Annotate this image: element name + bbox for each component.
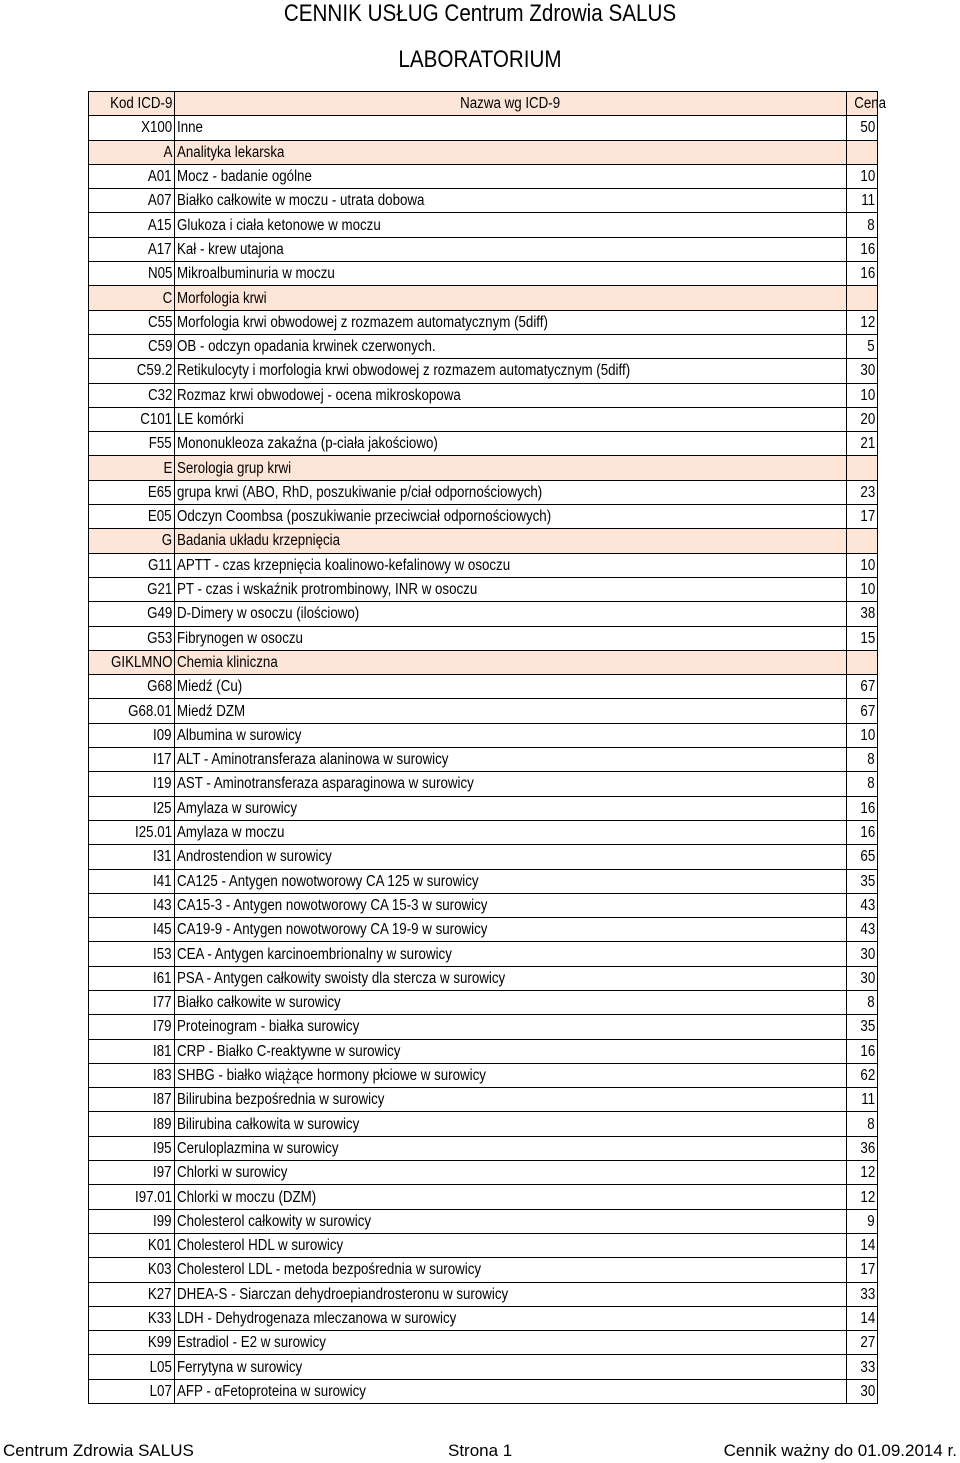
row-code: I17 — [89, 748, 175, 772]
row-price — [847, 529, 878, 553]
row-name: Morfologia krwi obwodowej z rozmazem automatycznym (5diff) — [175, 310, 847, 334]
row-price: 11 — [847, 1088, 878, 1112]
table-row — [89, 1015, 878, 1039]
row-code: I77 — [89, 990, 175, 1014]
row-price: 50 — [847, 116, 878, 140]
row-code: G11 — [89, 553, 175, 577]
row-name: LDH - Dehydrogenaza mleczanowa w surowicy — [175, 1306, 847, 1330]
row-name: ALT - Aminotransferaza alaninowa w surowicy — [175, 748, 847, 772]
row-code: L05 — [89, 1355, 175, 1379]
footer-clinic: Centrum Zdrowia SALUS — [3, 1441, 194, 1460]
row-price: 8 — [847, 213, 878, 237]
row-name: Amylaza w moczu — [175, 820, 847, 844]
row-code: I87 — [89, 1088, 175, 1112]
row-code: C55 — [89, 310, 175, 334]
table-row — [89, 505, 878, 529]
row-name: Cholesterol całkowity w surowicy — [175, 1209, 847, 1233]
row-name: APTT - czas krzepnięcia koalinowo-kefalinowy w osoczu — [175, 553, 847, 577]
row-code: A17 — [89, 237, 175, 261]
table-row — [89, 262, 878, 286]
row-price: 43 — [847, 918, 878, 942]
row-name: Mikroalbuminuria w moczu — [175, 262, 847, 286]
header-price: Cena — [847, 92, 878, 116]
row-price: 67 — [847, 675, 878, 699]
row-name: Albumina w surowicy — [175, 723, 847, 747]
table-row — [89, 1185, 878, 1209]
row-name: CEA - Antygen karcinoembrionalny w surowicy — [175, 942, 847, 966]
row-price: 5 — [847, 334, 878, 358]
row-price: 65 — [847, 845, 878, 869]
footer-validity: Cennik ważny do 01.09.2014 r. — [723, 1441, 957, 1460]
row-name: Chemia kliniczna — [175, 650, 847, 674]
row-code: E05 — [89, 505, 175, 529]
row-name: CA125 - Antygen nowotworowy CA 125 w surowicy — [175, 869, 847, 893]
row-code: L07 — [89, 1379, 175, 1403]
table-row — [89, 1331, 878, 1355]
row-name: Estradiol - E2 w surowicy — [175, 1331, 847, 1355]
table-row — [89, 1306, 878, 1330]
row-code: K99 — [89, 1331, 175, 1355]
row-price: 67 — [847, 699, 878, 723]
row-name: Miedź (Cu) — [175, 675, 847, 699]
row-price: 30 — [847, 966, 878, 990]
row-code: I43 — [89, 893, 175, 917]
row-name: LE komórki — [175, 407, 847, 431]
row-name: Cholesterol HDL w surowicy — [175, 1233, 847, 1257]
row-name: CA19-9 - Antygen nowotworowy CA 19-9 w surowicy — [175, 918, 847, 942]
row-price: 12 — [847, 1161, 878, 1185]
footer-page: Strona 1 — [448, 1441, 513, 1460]
row-code: G — [89, 529, 175, 553]
row-name: OB - odczyn opadania krwinek czerwonych. — [175, 334, 847, 358]
table-row — [89, 990, 878, 1014]
table-row — [89, 237, 878, 261]
row-code: C101 — [89, 407, 175, 431]
row-code: I79 — [89, 1015, 175, 1039]
row-name: Chlorki w surowicy — [175, 1161, 847, 1185]
row-price: 12 — [847, 1185, 878, 1209]
row-price: 10 — [847, 164, 878, 188]
table-row — [89, 796, 878, 820]
row-price: 9 — [847, 1209, 878, 1233]
row-code: C59.2 — [89, 359, 175, 383]
price-table — [88, 91, 887, 1404]
row-price: 43 — [847, 893, 878, 917]
page-title: CENNIK USŁUG Centrum Zdrowia SALUS — [283, 0, 677, 27]
table-row — [89, 942, 878, 966]
row-name: Fibrynogen w osoczu — [175, 626, 847, 650]
row-code: I41 — [89, 869, 175, 893]
row-price: 35 — [847, 869, 878, 893]
row-name: Mocz - badanie ogólne — [175, 164, 847, 188]
row-name: SHBG - białko wiążące hormony płciowe w surowicy — [175, 1063, 847, 1087]
row-price: 14 — [847, 1306, 878, 1330]
row-code: I97 — [89, 1161, 175, 1185]
row-price: 20 — [847, 407, 878, 431]
table-row — [89, 480, 878, 504]
table-header-row — [89, 92, 878, 116]
table-row — [89, 407, 878, 431]
row-code: C32 — [89, 383, 175, 407]
row-price: 62 — [847, 1063, 878, 1087]
row-price — [847, 286, 878, 310]
table-row — [89, 1161, 878, 1185]
row-code: K01 — [89, 1233, 175, 1257]
table-row — [89, 675, 878, 699]
row-code: GIKLMNO — [89, 650, 175, 674]
row-price — [847, 456, 878, 480]
row-name: Mononukleoza zakaźna (p-ciała jakościowo) — [175, 432, 847, 456]
row-code: I45 — [89, 918, 175, 942]
row-price: 10 — [847, 723, 878, 747]
row-price: 10 — [847, 383, 878, 407]
table-row — [89, 383, 878, 407]
row-name: Cholesterol LDL - metoda bezpośrednia w surowicy — [175, 1258, 847, 1282]
row-code: I09 — [89, 723, 175, 747]
row-code: I61 — [89, 966, 175, 990]
row-name: Odczyn Coombsa (poszukiwanie przeciwciał odpornościowych) — [175, 505, 847, 529]
row-code: I83 — [89, 1063, 175, 1087]
row-name: Badania układu krzepnięcia — [175, 529, 847, 553]
row-name: Glukoza i ciała ketonowe w moczu — [175, 213, 847, 237]
row-code: I81 — [89, 1039, 175, 1063]
category-row — [89, 650, 878, 674]
row-price: 16 — [847, 820, 878, 844]
row-price: 36 — [847, 1136, 878, 1160]
table-row — [89, 1112, 878, 1136]
table-row — [89, 699, 878, 723]
table-row — [89, 845, 878, 869]
row-name: D-Dimery w osoczu (ilościowo) — [175, 602, 847, 626]
row-price: 23 — [847, 480, 878, 504]
row-price: 16 — [847, 796, 878, 820]
row-name: Bilirubina bezpośrednia w surowicy — [175, 1088, 847, 1112]
table-row — [89, 1209, 878, 1233]
row-price: 8 — [847, 1112, 878, 1136]
row-name: Amylaza w surowicy — [175, 796, 847, 820]
row-name: AST - Aminotransferaza asparaginowa w surowicy — [175, 772, 847, 796]
table-row — [89, 602, 878, 626]
row-code: F55 — [89, 432, 175, 456]
row-price: 8 — [847, 990, 878, 1014]
table-row — [89, 1258, 878, 1282]
category-row — [89, 140, 878, 164]
table-row — [89, 772, 878, 796]
row-name: Białko całkowite w moczu - utrata dobowa — [175, 189, 847, 213]
table-row — [89, 918, 878, 942]
table-row — [89, 1039, 878, 1063]
row-price: 27 — [847, 1331, 878, 1355]
table-row — [89, 189, 878, 213]
row-price: 17 — [847, 1258, 878, 1282]
table-row — [89, 553, 878, 577]
row-price: 21 — [847, 432, 878, 456]
table-row — [89, 1088, 878, 1112]
table-row — [89, 723, 878, 747]
header-name: Nazwa wg ICD-9 — [175, 92, 847, 116]
row-price: 16 — [847, 262, 878, 286]
row-code: K03 — [89, 1258, 175, 1282]
table-row — [89, 577, 878, 601]
row-price: 30 — [847, 359, 878, 383]
row-code: X100 — [89, 116, 175, 140]
row-name: DHEA-S - Siarczan dehydroepiandrosteronu w surowicy — [175, 1282, 847, 1306]
row-name: Kał - krew utajona — [175, 237, 847, 261]
row-code: A — [89, 140, 175, 164]
table-row — [89, 334, 878, 358]
row-name: Analityka lekarska — [175, 140, 847, 164]
row-price: 11 — [847, 189, 878, 213]
row-price: 15 — [847, 626, 878, 650]
row-code: G68.01 — [89, 699, 175, 723]
table-row — [89, 164, 878, 188]
row-price: 38 — [847, 602, 878, 626]
row-name: Rozmaz krwi obwodowej - ocena mikroskopowa — [175, 383, 847, 407]
row-code: K33 — [89, 1306, 175, 1330]
table-row — [89, 432, 878, 456]
row-name: Białko całkowite w surowicy — [175, 990, 847, 1014]
row-code: N05 — [89, 262, 175, 286]
row-code: I25 — [89, 796, 175, 820]
row-price: 30 — [847, 1379, 878, 1403]
row-code: A01 — [89, 164, 175, 188]
row-price: 16 — [847, 237, 878, 261]
row-name: AFP - αFetoproteina w surowicy — [175, 1379, 847, 1403]
row-price: 10 — [847, 553, 878, 577]
row-code: E65 — [89, 480, 175, 504]
table-row — [89, 213, 878, 237]
row-name: CA15-3 - Antygen nowotworowy CA 15-3 w surowicy — [175, 893, 847, 917]
row-code: I25.01 — [89, 820, 175, 844]
row-price: 33 — [847, 1282, 878, 1306]
row-price: 14 — [847, 1233, 878, 1257]
row-name: Miedź DZM — [175, 699, 847, 723]
row-price: 35 — [847, 1015, 878, 1039]
table-row — [89, 748, 878, 772]
table-row — [89, 1136, 878, 1160]
row-name: Inne — [175, 116, 847, 140]
row-price: 16 — [847, 1039, 878, 1063]
row-price: 8 — [847, 772, 878, 796]
category-row — [89, 286, 878, 310]
row-code: A15 — [89, 213, 175, 237]
row-price — [847, 650, 878, 674]
row-code: C — [89, 286, 175, 310]
row-name: Serologia grup krwi — [175, 456, 847, 480]
table-row — [89, 1355, 878, 1379]
category-row — [89, 529, 878, 553]
category-row — [89, 456, 878, 480]
row-name: Androstendion w surowicy — [175, 845, 847, 869]
row-name: Morfologia krwi — [175, 286, 847, 310]
table-row — [89, 1063, 878, 1087]
row-name: Ceruloplazmina w surowicy — [175, 1136, 847, 1160]
row-code: I89 — [89, 1112, 175, 1136]
table-row — [89, 626, 878, 650]
table-row — [89, 359, 878, 383]
row-price: 17 — [847, 505, 878, 529]
row-price: 8 — [847, 748, 878, 772]
row-code: I99 — [89, 1209, 175, 1233]
row-name: PT - czas i wskaźnik protrombinowy, INR w osoczu — [175, 577, 847, 601]
table-row — [89, 1379, 878, 1403]
row-price: 12 — [847, 310, 878, 334]
row-code: K27 — [89, 1282, 175, 1306]
row-name: Ferrytyna w surowicy — [175, 1355, 847, 1379]
table-row — [89, 310, 878, 334]
row-name: CRP - Białko C-reaktywne w surowicy — [175, 1039, 847, 1063]
row-code: G49 — [89, 602, 175, 626]
table-row — [89, 869, 878, 893]
row-code: I31 — [89, 845, 175, 869]
table-row — [89, 1233, 878, 1257]
row-code: C59 — [89, 334, 175, 358]
row-code: I97.01 — [89, 1185, 175, 1209]
table-row — [89, 116, 878, 140]
page-subtitle: LABORATORIUM — [398, 46, 562, 73]
row-price — [847, 140, 878, 164]
row-price: 30 — [847, 942, 878, 966]
row-code: E — [89, 456, 175, 480]
table-row — [89, 966, 878, 990]
row-code: G68 — [89, 675, 175, 699]
row-name: Proteinogram - białka surowicy — [175, 1015, 847, 1039]
row-code: I19 — [89, 772, 175, 796]
row-code: A07 — [89, 189, 175, 213]
row-code: I95 — [89, 1136, 175, 1160]
row-code: I53 — [89, 942, 175, 966]
table-row — [89, 893, 878, 917]
table-row — [89, 1282, 878, 1306]
row-price: 33 — [847, 1355, 878, 1379]
row-name: PSA - Antygen całkowity swoisty dla stercza w surowicy — [175, 966, 847, 990]
table-row — [89, 820, 878, 844]
row-name: Retikulocyty i morfologia krwi obwodowej z rozmazem automatycznym (5diff) — [175, 359, 847, 383]
row-name: grupa krwi (ABO, RhD, poszukiwanie p/ciał odpornościowych) — [175, 480, 847, 504]
row-code: G53 — [89, 626, 175, 650]
row-price: 10 — [847, 577, 878, 601]
row-name: Bilirubina całkowita w surowicy — [175, 1112, 847, 1136]
row-code: G21 — [89, 577, 175, 601]
row-name: Chlorki w moczu (DZM) — [175, 1185, 847, 1209]
header-code: Kod ICD-9 — [89, 92, 175, 116]
